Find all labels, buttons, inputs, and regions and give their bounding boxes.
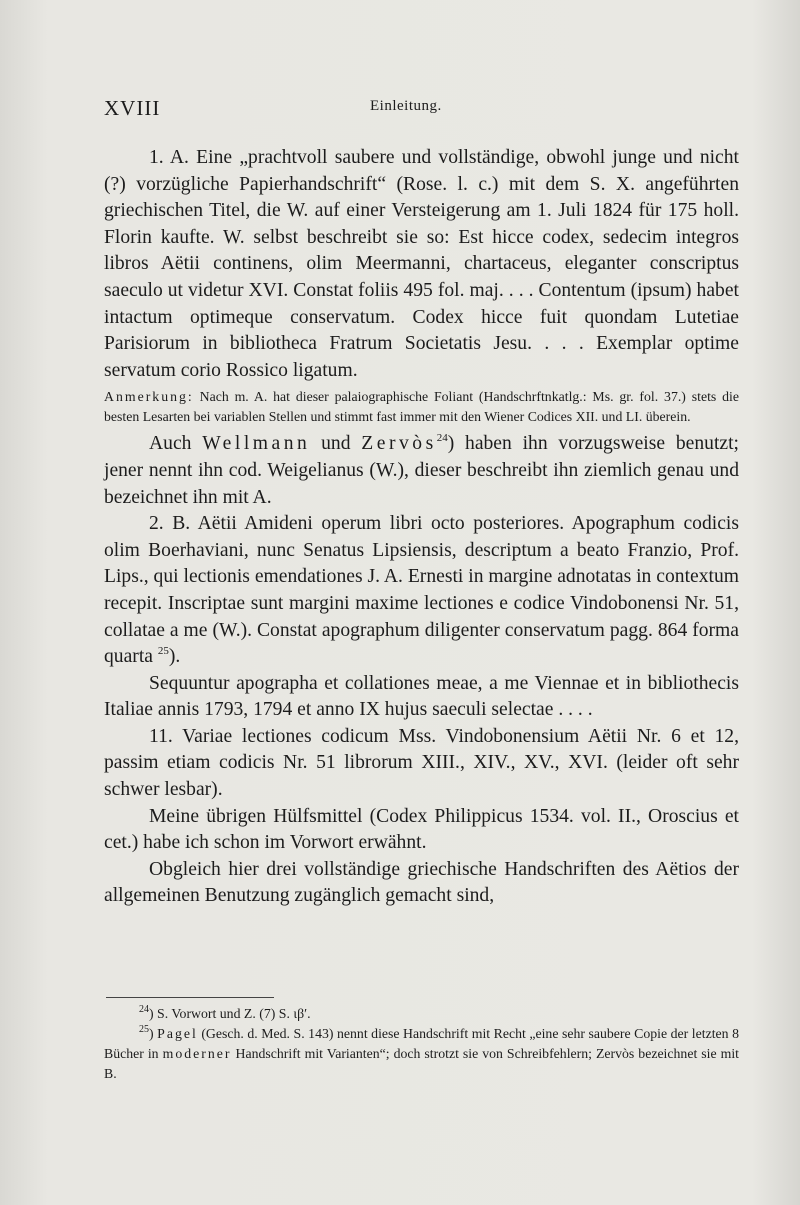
p2-start: Auch xyxy=(149,433,192,455)
p3-end: ). xyxy=(168,646,181,668)
footnote-25 xyxy=(104,1024,739,1084)
annotation-note xyxy=(104,387,739,427)
name-pagel: Pagel xyxy=(157,1026,198,1041)
annotation-label: Anmerkung: xyxy=(104,389,194,405)
footnote-25-open: ) xyxy=(149,1026,154,1041)
footnotes xyxy=(104,1004,739,1084)
name-wellmann: Wellmann xyxy=(202,433,311,455)
paragraph-hulfsmittel: Meine übrigen Hülfsmittel (Codex Philippicus 1534. vol. II., Oroscius et cet.) habe ich schon im Vorwort erwähnt. xyxy=(104,805,739,854)
footnote-24-text: ) S. Vorwort und Z. (7) S. ιβ′. xyxy=(149,1006,311,1021)
footnote-25-end: Handschrift mit Varianten“; doch strotzt sie von Schreibfehlern; Zervòs bezeichnet sie mit B. xyxy=(104,1046,740,1081)
annotation-text: Nach m. A. hat dieser palaiographische Foliant (Handschrftnkatlg.: Ms. gr. fol. 37.) stets die besten Lesarten bei variablen Stellen und stimmt fast immer mit den Wiener Codices XII. und LI. überein. xyxy=(104,389,739,425)
footnote-24 xyxy=(104,1004,739,1024)
page-number: XVIII xyxy=(104,96,161,120)
p2-rest: ) haben ihn vorzugsweise benutzt; jener nennt ihn cod. Weigelianus (W.), dieser beschreibt ihn ziemlich genau und bezeichnet ihn mit A. xyxy=(104,433,739,508)
footnote-ref-24: 24 xyxy=(436,432,448,445)
paragraph-obgleich: Obgleich hier drei vollständige griechische Handschriften des Aëtios der allgemeinen Benutzung zugänglich gemacht sind, xyxy=(104,858,739,907)
paragraph-codex-b xyxy=(104,511,739,671)
footnote-25-mid: (Gesch. d. Med. S. 143) nennt diese Handschrift mit Recht „eine sehr saubere Copie der letzten 8 Bücher in xyxy=(104,1026,739,1061)
name-zervos: Zervòs xyxy=(361,433,437,455)
paragraph-sequuntur: Sequuntur apographa et collationes meae, a me Viennae et in bibliothecis Italiae annis 1793, 1794 et anno IX hujus saeculi selectae . . . . xyxy=(104,672,739,721)
p2-und: und xyxy=(321,433,351,455)
footnote-24-mark: 24 xyxy=(139,1004,149,1015)
page-header xyxy=(104,96,739,126)
footnote-ref-25: 25 xyxy=(157,645,169,658)
footnote-rule xyxy=(106,997,274,998)
p3-text: 2. B. Aëtii Amideni operum libri octo posteriores. Apographum codicis olim Boerhaviani, nunc Senatus Lipsiensis, descriptum a beato Franzio, Prof. Lips., qui lectionis emendationes J. A. Ernesti in margine adnotatas in contextum recepit. Inscriptae sunt margini maxime lectiones e codice Vindobonensi Nr. 51, collatae a me (W.). Constat apographum diligenter conservatum pagg. 864 forma quarta xyxy=(104,513,739,668)
paragraph-wellmann-zervos xyxy=(104,431,739,511)
body-text xyxy=(104,145,739,910)
paragraph-codex-a: 1. A. Eine „prachtvoll saubere und vollständige, obwohl junge und nicht (?) vorzügliche Papierhandschrift“ (Rose. l. c.) mit dem S. X. angeführten griechischen Titel, die W. auf einer Versteigerung am 1. Juli 1824 für 175 holl. Florin kaufte. W. selbst beschreibt sie so: Est hicce codex, sedecim integros libros Aëtii continens, olim Meermanni, chartaceus, eleganter conscriptus saeculo ut videtur XVI. Constat foliis 495 fol. maj. . . . Contentum (ipsum) habet intactum optimeque conservatum. Codex hicce fuit quondam Lutetiae Parisiorum in bibliotheca Fratrum Societatis Jesu. . . . Exemplar optime servatum corio Rossico ligatum. xyxy=(104,147,739,381)
footnote-25-mark: 25 xyxy=(139,1024,149,1035)
emph-moderner: moderner xyxy=(162,1046,232,1061)
paragraph-variae-lectiones: 11. Variae lectiones codicum Mss. Vindobonensium Aëtii Nr. 6 et 12, passim etiam codicis Nr. 51 librorum XIII., XIV., XV., XVI. (leider oft sehr schwer lesbar). xyxy=(104,725,739,801)
running-title: Einleitung. xyxy=(370,98,442,114)
